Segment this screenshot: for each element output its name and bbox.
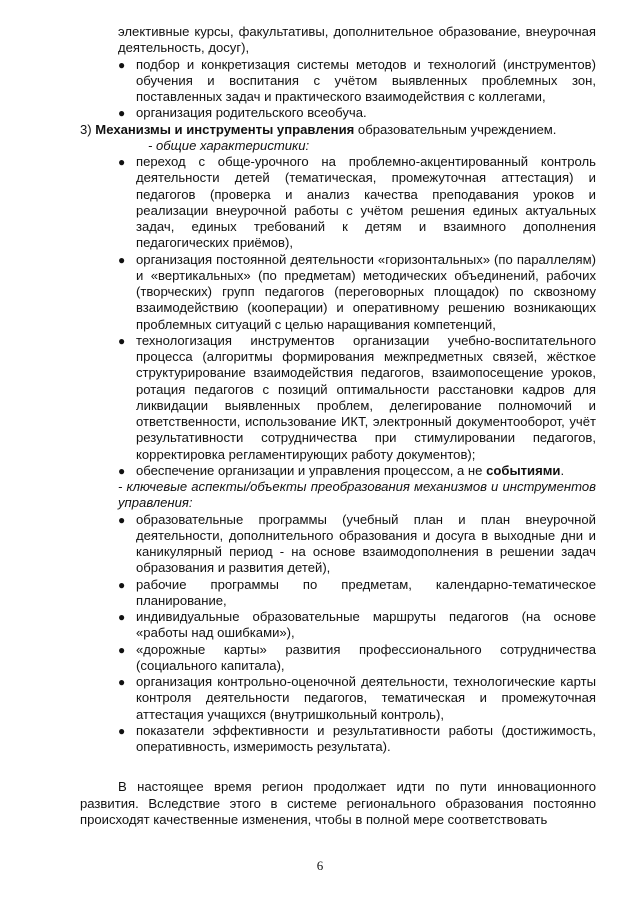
list-item: ● переход с обще-урочного на проблемно-акцентированный контроль деятельности детей (тематическая, промежуточная аттестация) и педагогов (проверка и анализ качества преподавания уроков и реализации внеурочной работы с учётом решения единых актуальных задач, единых требований к детям и взаимного дополнения педагогических приёмов), (118, 154, 596, 251)
bullet-icon: ● (118, 155, 126, 169)
section-number: 3) (80, 121, 92, 137)
bullet-icon: ● (118, 106, 126, 121)
list-item: ● организация родительского всеобуча. (118, 105, 367, 121)
list-item: ● «дорожные карты» развития профессионального сотрудничества (социального капитала), (118, 641, 596, 673)
list-item: ● технологизация инструментов организации учебно-воспитательного процесса (алгоритмы формирования межпредметных связей, жёсткое структурирование взаимодействия педагогов, взаимопосещение уроков, ротация педагогов с позиций оптимальности расстановки кадров для ликвидации выявленных проблем, делегирование полномочий и ответственности, использование ИКТ, электронный документооборот, учёт результативности сотрудничества при стимулировании педагогов, корректировка регламентирующих работу документов); (118, 332, 596, 462)
list-item: ● индивидуальные образовательные маршруты педагогов (на основе «работы над ошибками»), (118, 609, 596, 641)
bullet-icon: ● (118, 512, 126, 527)
list-item: ● организация контрольно-оценочной деятельности, технологические карты контроля деятельности педагогов, тематическая и промежуточная аттестация учащихся (внутришкольный контроль), (118, 674, 596, 722)
page-number: 6 (316, 858, 324, 873)
bullet-icon: ● (118, 333, 126, 348)
list-item: ● рабочие программы по предметам, календарно-тематическое планирование, (118, 576, 596, 608)
bullet-icon: ● (118, 577, 126, 592)
list-item: ● подбор и конкретизация системы методов и технологий (инструментов) обучения и воспитания с учётом выявленных проблемных зон, поставленных задач и практического взаимодействия с коллегами, (118, 56, 596, 104)
bullet-icon: ● (118, 252, 126, 267)
closing-paragraph: В настоящее время регион продолжает идти по пути инновационного развития. Вследствие этого в системе регионального образования постоянно происходят качественные изменения, чтобы в полной мере соответствовать (80, 779, 596, 827)
list-item: ● образовательные программы (учебный план и план внеурочной деятельности, дополнительного образования и досуга в выходные дни и каникулярный период - на основе взаимодополнения в решении задач образования и развития детей), (118, 511, 596, 576)
bullet-icon: ● (118, 610, 126, 624)
bullet-icon: ● (118, 642, 126, 657)
list-item: ● обеспечение организации и управления процессом, а не событиями. (118, 462, 565, 478)
list-item: ● организация постоянной деятельности «горизонтальных» (по параллелям) и «вертикальных» (по предметам) методических объединений, рабочих (творческих) групп педагогов (переговорных площадок) по сквозному взаимодействию (кооперации) и оперативному решению возникающих проблемных ситуаций с целью наращивания компетенций, (118, 251, 596, 332)
page-content (80, 24, 596, 828)
bullet-icon: ● (118, 675, 126, 689)
general-bullet-list (118, 154, 596, 479)
bullet-icon: ● (118, 57, 126, 72)
subheading-key-aspects: - ключевые аспекты/объекты преобразования механизмов и инструментов управления: (118, 479, 596, 511)
continuation-text: элективные курсы, факультативы, дополнительное образование, внеурочная деятельность, досуг), (118, 24, 596, 56)
section-title-rest: образовательным учреждением. (354, 121, 557, 137)
bullet-icon: ● (118, 463, 126, 478)
section-heading (80, 122, 596, 138)
key-aspects-bullet-list (118, 512, 596, 756)
section-title: Механизмы и инструменты управления (95, 121, 355, 137)
list-item: ● показатели эффективности и результативности работы (достижимость, оперативность, измеримость результата). (118, 722, 596, 754)
bullet-icon: ● (118, 723, 126, 738)
top-bullet-list (118, 57, 596, 122)
subheading-general: - общие характеристики: (148, 137, 310, 153)
